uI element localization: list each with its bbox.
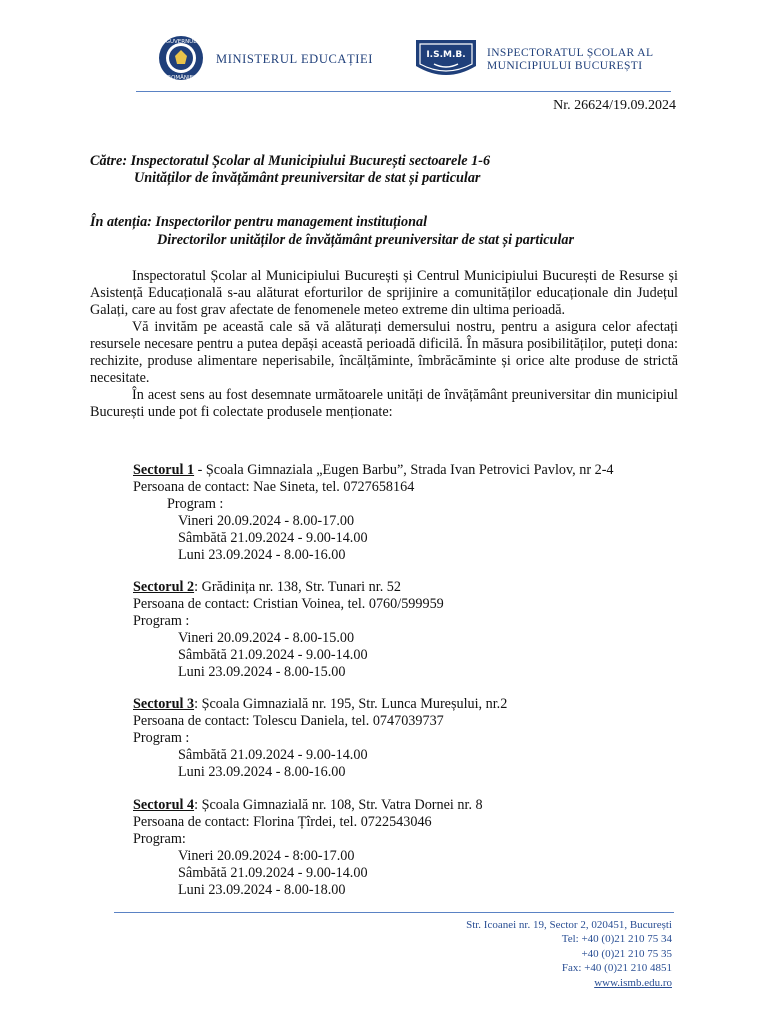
ismb-name-line2: MUNICIPIULUI BUCUREȘTI	[487, 60, 643, 72]
government-seal-logo	[152, 34, 210, 82]
sector-4-contact: Persoana de contact: Florina Țîrdei, tel. 0722543046	[133, 814, 432, 830]
sector-4-block	[133, 797, 483, 899]
attention-line2: Directorilor unităților de învățământ preuniversitar de stat și particular	[157, 232, 575, 248]
sector-4-location: : Școala Gimnazială nr. 108, Str. Vatra Dornei nr. 8	[194, 797, 483, 813]
sector-1-schedule-1: Sâmbătă 21.09.2024 - 9.00-14.00	[178, 530, 368, 546]
sector-3-contact: Persoana de contact: Tolescu Daniela, tel. 0747039737	[133, 713, 444, 729]
sector-3-label: Sectorul 3	[133, 696, 195, 712]
sector-3-program-label: Program :	[133, 730, 190, 746]
attention-line1: În atenția: Inspectorilor pentru management instituțional	[90, 214, 428, 230]
sector-4-label: Sectorul 4	[133, 797, 195, 813]
sector-1-schedule-0: Vineri 20.09.2024 - 8.00-17.00	[178, 513, 355, 529]
sector-3-schedule-1: Luni 23.09.2024 - 8.00-16.00	[178, 764, 346, 780]
ministry-name: MINISTERUL EDUCAȚIEI	[216, 52, 374, 66]
sector-1-location: - Școala Gimnaziala „Eugen Barbu”, Strada Ivan Petrovici Pavlov, nr 2-4	[194, 462, 614, 478]
sector-3-block	[133, 696, 507, 781]
ismb-logo	[412, 36, 480, 82]
sector-2-schedule-0: Vineri 20.09.2024 - 8.00-15.00	[178, 630, 355, 646]
sector-1-contact: Persoana de contact: Nae Sineta, tel. 0727658164	[133, 479, 415, 495]
seal-top-text: GUVERNUL	[165, 39, 197, 45]
sector-2-location: : Grădinița nr. 138, Str. Tunari nr. 52	[194, 579, 401, 595]
body-paragraph-3: În acest sens au fost desemnate următoarele unități de învățământ preuniversitar din municipiul București unde pot fi colectate produsele menționate:	[90, 387, 678, 420]
ismb-name	[487, 47, 653, 73]
body-text	[90, 268, 678, 421]
ismb-logo-text: I.S.M.B.	[426, 50, 466, 60]
document-number: Nr. 26624/19.09.2024	[553, 98, 676, 113]
recipient-to-line2: Unităților de învățământ preuniversitar de stat și particular	[134, 170, 481, 186]
sector-4-schedule-0: Vineri 20.09.2024 - 8:00-17.00	[178, 848, 355, 864]
footer-tel-1: Tel: +40 (0)21 210 75 34	[561, 933, 672, 946]
body-paragraph-1: Inspectoratul Școlar al Municipiului București și Centrul Municipiului București de Resurse și Asistență Educațională s-au alăturat eforturilor de sprijinire a comunităților educaționale din Județul Galați, care au fost grav afectate de fenomenele meteo extreme din ultima perioadă.	[90, 268, 678, 318]
sector-4-program-label: Program:	[133, 831, 186, 847]
sector-3-location: : Școala Gimnazială nr. 195, Str. Lunca Mureșului, nr.2	[194, 696, 508, 712]
footer-contact	[466, 918, 672, 990]
sector-4-schedule-1: Sâmbătă 21.09.2024 - 9.00-14.00	[178, 865, 368, 881]
header-divider	[136, 91, 671, 92]
sector-2-program-label: Program :	[133, 613, 190, 629]
sector-2-block	[133, 579, 444, 681]
sector-2-schedule-2: Luni 23.09.2024 - 8.00-15.00	[178, 664, 346, 680]
sector-2-contact: Persoana de contact: Cristian Voinea, tel. 0760/599959	[133, 596, 444, 612]
sector-2-schedule-1: Sâmbătă 21.09.2024 - 9.00-14.00	[178, 647, 368, 663]
recipient-to-line1: Către: Inspectoratul Școlar al Municipiului București sectoarele 1-6	[90, 153, 491, 169]
sector-2-label: Sectorul 2	[133, 579, 195, 595]
sector-3-schedule-0: Sâmbătă 21.09.2024 - 9.00-14.00	[178, 747, 368, 763]
footer-website-link[interactable]: www.ismb.edu.ro	[594, 976, 672, 989]
footer-divider	[114, 912, 674, 913]
sector-1-schedule-2: Luni 23.09.2024 - 8.00-16.00	[178, 547, 346, 563]
footer-address: Str. Icoanei nr. 19, Sector 2, 020451, București	[466, 919, 672, 931]
sector-1-program-label: Program :	[167, 496, 224, 512]
footer-fax: Fax: +40 (0)21 210 4851	[561, 962, 672, 975]
body-paragraph-2: Vă invităm pe această cale să vă alăturați demersului nostru, pentru a asigura celor afectați resursele necesare pentru a putea depăși această perioadă dificilă. În măsura posibilităților, puteți dona: rechizite, produse alimentare neperisabile, încălțăminte, îmbrăcăminte și orice alte produse de strictă necesitate.	[90, 319, 678, 386]
footer-tel-2: +40 (0)21 210 75 35	[581, 947, 672, 960]
seal-bottom-text: ROMÂNIEI	[167, 75, 195, 81]
sector-1-block	[133, 462, 614, 564]
sector-4-schedule-2: Luni 23.09.2024 - 8.00-18.00	[178, 882, 346, 898]
ismb-name-line1: INSPECTORATUL ȘCOLAR AL	[487, 47, 654, 59]
sector-1-label: Sectorul 1	[133, 462, 195, 478]
